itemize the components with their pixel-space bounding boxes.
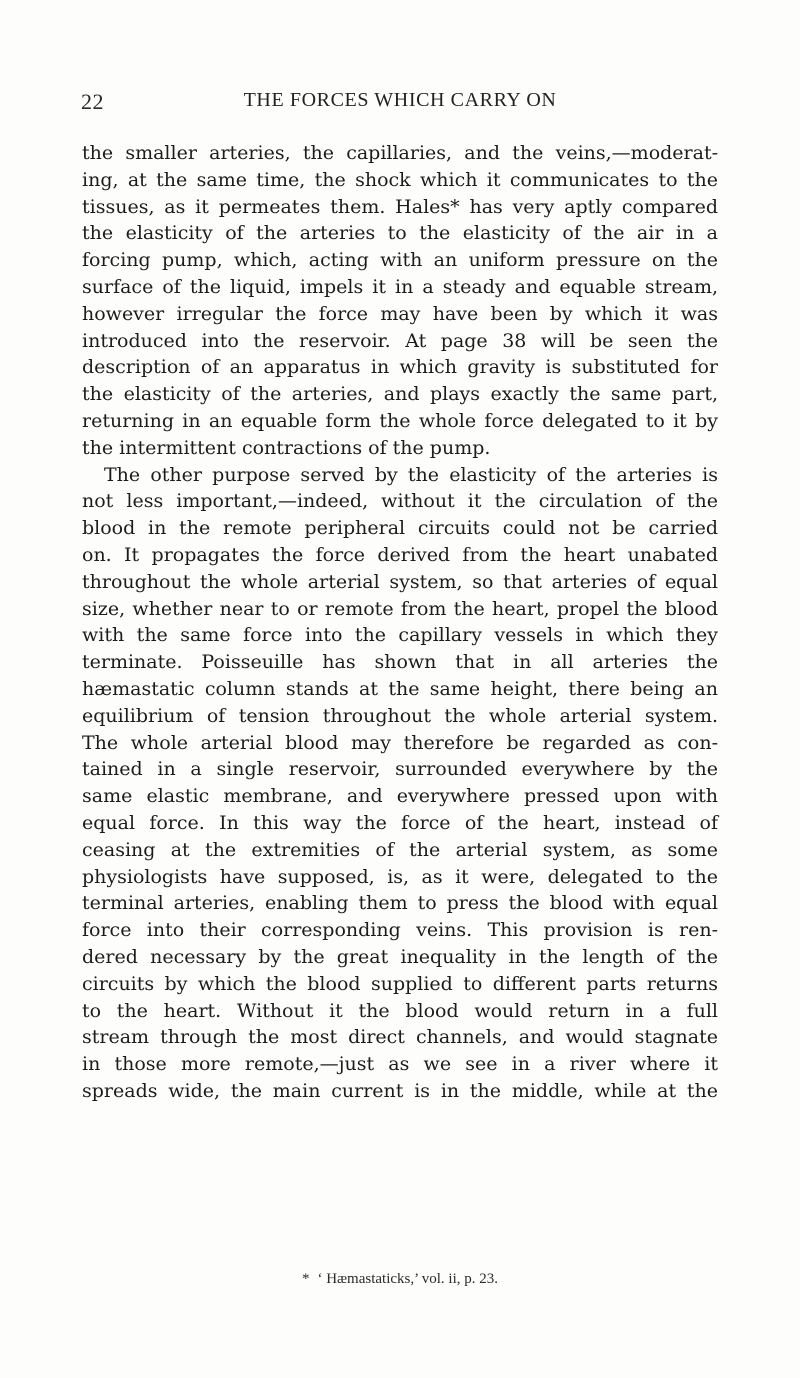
- text-line: size, whether near to or remote from the heart, propel the blood: [82, 597, 718, 620]
- text-line: in those more remote,—just as we see in a river where it: [82, 1053, 718, 1076]
- paragraph: [82, 140, 718, 462]
- text-line: force into their corresponding veins. This provision is ren-: [82, 919, 718, 942]
- text-line: spreads wide, the main current is in the middle, while at the: [82, 1079, 718, 1102]
- text-line: the elasticity of the arteries to the elasticity of the air in a: [82, 222, 718, 245]
- text-line: terminate. Poisseuille has shown that in all arteries the: [82, 651, 718, 674]
- text-line: stream through the most direct channels, and would stagnate: [82, 1026, 718, 1049]
- text-line: circuits by which the blood supplied to different parts returns: [82, 972, 718, 995]
- footnote-marker: *: [301, 1271, 310, 1287]
- text-line: forcing pump, which, acting with an uniform pressure on the: [82, 249, 718, 272]
- text-line: surface of the liquid, impels it in a steady and equable stream,: [82, 275, 718, 298]
- text-line: throughout the whole arterial system, so that arteries of equal: [82, 570, 718, 593]
- text-line: physiologists have supposed, is, as it were, delegated to the: [82, 865, 718, 888]
- footnote-text: ‘ Hæmastaticks,’ vol. ii, p. 23.: [317, 1271, 499, 1287]
- text-line: not less important,—indeed, without it the circulation of the: [82, 490, 718, 513]
- text-line: the elasticity of the arteries, and plays exactly the same part,: [82, 383, 718, 406]
- body-text: [82, 140, 718, 1105]
- text-line: same elastic membrane, and everywhere pressed upon with: [82, 785, 718, 808]
- text-line: on. It propagates the force derived from the heart unabated: [82, 543, 718, 566]
- text-line: The whole arterial blood may therefore be regarded as con-: [82, 731, 718, 754]
- text-line: description of an apparatus in which gravity is substituted for: [82, 356, 718, 379]
- text-line: introduced into the reservoir. At page 38 will be seen the: [82, 329, 718, 352]
- text-line: ceasing at the extremities of the arterial system, as some: [82, 838, 718, 861]
- text-line: returning in an equable form the whole force delegated to it by: [82, 409, 718, 432]
- footnote: [0, 1271, 800, 1288]
- text-line: equilibrium of tension throughout the whole arterial system.: [82, 704, 718, 727]
- paragraph: [82, 462, 718, 1105]
- text-line: terminal arteries, enabling them to press the blood with equal: [82, 892, 718, 915]
- text-line: ing, at the same time, the shock which it communicates to the: [82, 168, 718, 191]
- text-line: the intermittent contractions of the pump.: [82, 436, 491, 459]
- text-line: The other purpose served by the elasticity of the arteries is: [104, 463, 718, 486]
- text-line: blood in the remote peripheral circuits could not be carried: [82, 517, 718, 540]
- text-line: equal force. In this way the force of the heart, instead of: [82, 811, 718, 834]
- text-line: hæmastatic column stands at the same height, there being an: [82, 677, 718, 700]
- running-title: THE FORCES WHICH CARRY ON: [243, 89, 557, 111]
- text-line: tissues, as it permeates them. Hales* has very aptly compared: [82, 195, 718, 218]
- text-line: with the same force into the capillary vessels in which they: [82, 624, 718, 647]
- text-line: the smaller arteries, the capillaries, and the veins,—moderat-: [82, 142, 718, 164]
- page-number: 22: [81, 89, 104, 114]
- text-line: dered necessary by the great inequality in the length of the: [82, 945, 718, 968]
- text-line: to the heart. Without it the blood would return in a full: [82, 999, 718, 1022]
- text-line: however irregular the force may have been by which it was: [82, 302, 718, 325]
- text-line: tained in a single reservoir, surrounded everywhere by the: [82, 758, 718, 781]
